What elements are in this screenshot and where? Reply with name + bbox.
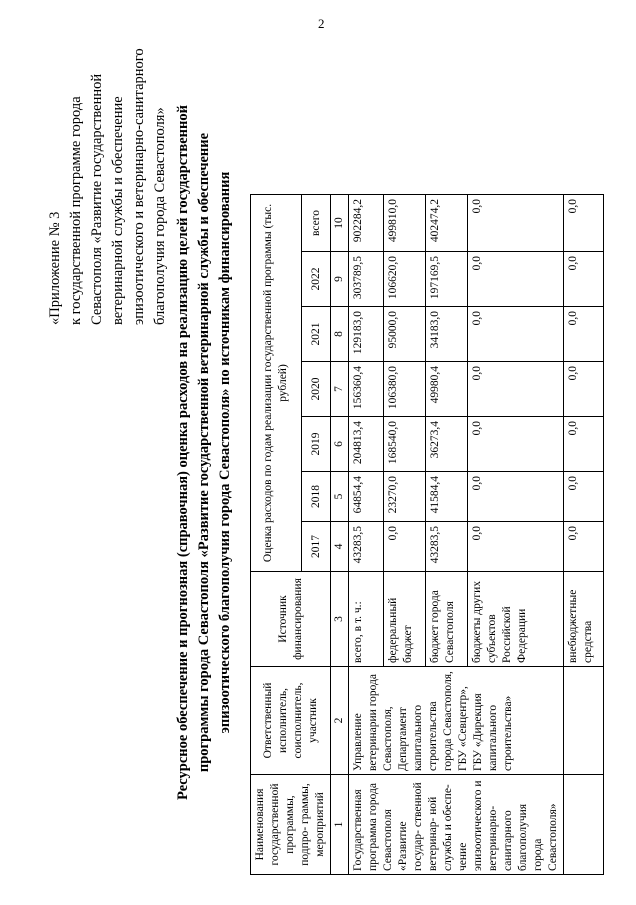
appendix-line: эпизоотического и ветеринарно-санитарного bbox=[131, 48, 147, 325]
column-number: 7 bbox=[331, 362, 349, 417]
value-cell: 0,0 bbox=[564, 417, 604, 472]
value-cell: 156360,4 bbox=[349, 362, 384, 417]
value-cell: 303789,5 bbox=[349, 252, 384, 307]
appendix-line: Севастополя «Развитие государственной bbox=[89, 73, 105, 325]
value-cell: 0,0 bbox=[467, 522, 563, 572]
appendix-block bbox=[45, 45, 171, 325]
column-number: 2 bbox=[331, 667, 349, 775]
column-number: 10 bbox=[331, 195, 349, 252]
column-number: 6 bbox=[331, 417, 349, 472]
empty-responsible-cell bbox=[564, 667, 604, 775]
header-year: 2017 bbox=[302, 522, 331, 572]
value-cell: 34183,0 bbox=[426, 307, 468, 362]
value-cell: 23270,0 bbox=[384, 472, 426, 522]
source-cell: бюджет города Севастополя bbox=[426, 572, 468, 667]
header-total: всего bbox=[302, 195, 331, 252]
appendix-line: благополучия города Севастополя» bbox=[152, 107, 168, 325]
value-cell: 499810,0 bbox=[384, 195, 426, 252]
heading-line: программы города Севастополя «Развитие государственной ветеринарной службы и обеспечение bbox=[196, 132, 212, 773]
value-cell: 0,0 bbox=[564, 252, 604, 307]
header-year: 2020 bbox=[302, 362, 331, 417]
column-number: 1 bbox=[331, 775, 349, 875]
column-number-row bbox=[331, 195, 349, 875]
appendix-line: ветеринарной службы и обеспечение bbox=[110, 96, 126, 325]
value-cell: 0,0 bbox=[467, 195, 563, 252]
column-number: 3 bbox=[331, 572, 349, 667]
appendix-line: к государственной программе города bbox=[68, 96, 84, 325]
source-cell: бюджеты других субъектов Российской Федерации bbox=[467, 572, 563, 667]
column-number: 9 bbox=[331, 252, 349, 307]
value-cell: 0,0 bbox=[467, 307, 563, 362]
table-row bbox=[564, 195, 604, 875]
program-name-cell: Государственная программа города Севастополя «Развитие государ- ственной ветеринар- ной службы и обеспе- чение эпизоотического и ветеринарно- санитарного благополучия города Севастополя» bbox=[349, 775, 564, 875]
funding-table bbox=[250, 194, 604, 875]
heading-line: эпизоотического благополучия города Севастополя» по источникам финансирования bbox=[217, 171, 233, 734]
source-cell: внебюджетные средства bbox=[564, 572, 604, 667]
value-cell: 41584,4 bbox=[426, 472, 468, 522]
value-cell: 36273,4 bbox=[426, 417, 468, 472]
column-number: 5 bbox=[331, 472, 349, 522]
value-cell: 106380,0 bbox=[384, 362, 426, 417]
value-cell: 0,0 bbox=[564, 522, 604, 572]
header-year: 2021 bbox=[302, 307, 331, 362]
rotated-page bbox=[25, 25, 610, 880]
header-year: 2022 bbox=[302, 252, 331, 307]
document-heading bbox=[173, 25, 236, 880]
value-cell: 0,0 bbox=[564, 307, 604, 362]
header-year: 2018 bbox=[302, 472, 331, 522]
header-estimate: Оценка расходов по годам реализации государственной программы (тыс. рублей) bbox=[251, 195, 302, 572]
value-cell: 0,0 bbox=[564, 195, 604, 252]
value-cell: 902284,2 bbox=[349, 195, 384, 252]
responsible-cell: Управление ветеринарии города Севастополя, Департамент капитального строительства города Севастополя, ГБУ «Севцентр», ГБУ «Дирекция капитального строительства» bbox=[349, 667, 564, 775]
value-cell: 64854,4 bbox=[349, 472, 384, 522]
value-cell: 168540,0 bbox=[384, 417, 426, 472]
header-source: Источник финансирования bbox=[251, 572, 331, 667]
source-cell: всего, в т. ч.: bbox=[349, 572, 384, 667]
value-cell: 0,0 bbox=[564, 362, 604, 417]
source-cell: федеральный бюджет bbox=[384, 572, 426, 667]
table-row bbox=[349, 195, 384, 875]
value-cell: 197169,5 bbox=[426, 252, 468, 307]
value-cell: 129183,0 bbox=[349, 307, 384, 362]
value-cell: 49980,4 bbox=[426, 362, 468, 417]
value-cell: 43283,5 bbox=[426, 522, 468, 572]
heading-line: Ресурсное обеспечение и прогнозная (справочная) оценка расходов на реализацию целей государственной bbox=[175, 105, 191, 800]
value-cell: 43283,5 bbox=[349, 522, 384, 572]
value-cell: 402474,2 bbox=[426, 195, 468, 252]
empty-name-cell bbox=[564, 775, 604, 875]
column-number: 8 bbox=[331, 307, 349, 362]
value-cell: 0,0 bbox=[564, 472, 604, 522]
header-name: Наименования государственной программы, подпро- граммы, мероприятий bbox=[251, 775, 331, 875]
value-cell: 204813,4 bbox=[349, 417, 384, 472]
value-cell: 106620,0 bbox=[384, 252, 426, 307]
value-cell: 0,0 bbox=[467, 417, 563, 472]
header-responsible: Ответственный исполнитель, соисполнитель, участник bbox=[251, 667, 331, 775]
header-year: 2019 bbox=[302, 417, 331, 472]
value-cell: 95000,0 bbox=[384, 307, 426, 362]
value-cell: 0,0 bbox=[467, 252, 563, 307]
value-cell: 0,0 bbox=[467, 362, 563, 417]
column-number: 4 bbox=[331, 522, 349, 572]
appendix-line: «Приложение № 3 bbox=[47, 211, 63, 325]
value-cell: 0,0 bbox=[467, 472, 563, 522]
value-cell: 0,0 bbox=[384, 522, 426, 572]
page-number: 2 bbox=[318, 16, 325, 31]
